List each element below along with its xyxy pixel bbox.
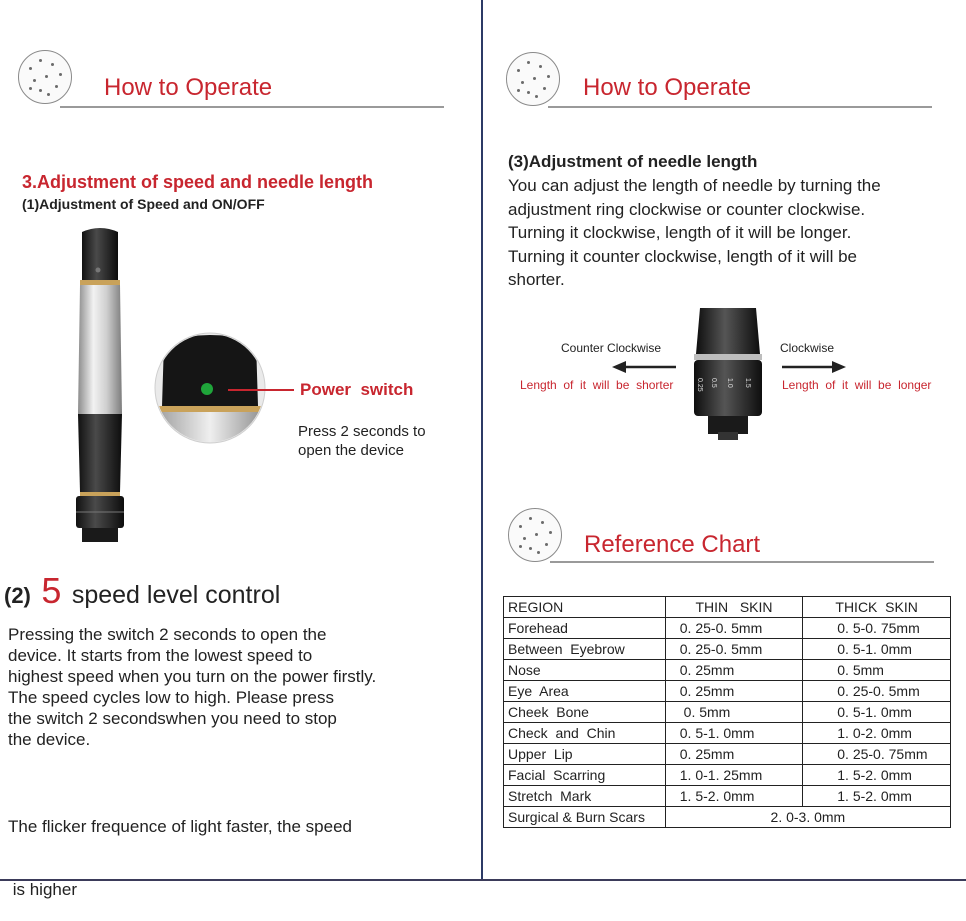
table-cell: Between Eyebrow xyxy=(504,639,666,660)
ring-mark: 0.25 xyxy=(696,378,703,392)
right-arrow-icon xyxy=(782,360,846,374)
table-cell: 1. 5-2. 0mm xyxy=(665,786,802,807)
power-switch-closeup xyxy=(154,332,266,444)
table-row xyxy=(504,744,951,765)
dotted-circle-icon xyxy=(18,50,72,104)
speed-number: 5 xyxy=(41,570,62,611)
table-row xyxy=(504,702,951,723)
dotted-circle-icon xyxy=(506,52,560,106)
table-cell: Check and Chin xyxy=(504,723,666,744)
table-row xyxy=(504,786,951,807)
table-cell: 0. 5-1. 0mm xyxy=(803,702,951,723)
speed-description: Pressing the switch 2 seconds to open the device. It starts from the lowest speed to highest speed when you turn on the power firstly. The speed cycles low to high. Please press the switch 2 secondswhen you need to stop the device. xyxy=(8,625,377,749)
table-cell: Surgical & Burn Scars xyxy=(504,807,666,828)
speed-title: speed level control xyxy=(71,581,281,609)
table-row xyxy=(504,660,951,681)
power-switch-label: Power switch xyxy=(300,380,414,399)
table-cell: 0. 5mm xyxy=(803,660,951,681)
chart-title: Reference Chart xyxy=(584,531,761,558)
table-cell: Eye Area xyxy=(504,681,666,702)
table-header-row xyxy=(504,597,951,618)
table-cell: Cheek Bone xyxy=(504,702,666,723)
cw-result: Length of it will be longer xyxy=(782,378,932,392)
table-row xyxy=(504,765,951,786)
ring-mark: 0.5 xyxy=(710,378,717,388)
subheading: (1)Adjustment of Speed and ON/OFF xyxy=(22,196,265,212)
table-cell: 0. 5mm xyxy=(665,702,802,723)
table-header: REGION xyxy=(504,597,666,618)
microneedle-pen-image xyxy=(68,224,132,546)
table-cell: 0. 5-1. 0mm xyxy=(665,723,802,744)
table-cell: 0. 25mm xyxy=(665,660,802,681)
table-header: THIN SKIN xyxy=(665,597,802,618)
table-cell: 2. 0-3. 0mm xyxy=(665,807,950,828)
page-title: How to Operate xyxy=(583,74,752,101)
table-cell: Facial Scarring xyxy=(504,765,666,786)
flicker-note: The flicker frequence of light faster, the speed is higher xyxy=(8,817,352,899)
table-cell: 1. 0-2. 0mm xyxy=(803,723,951,744)
table-row xyxy=(504,807,951,828)
table-cell: 1. 5-2. 0mm xyxy=(803,765,951,786)
table-row xyxy=(504,681,951,702)
table-row xyxy=(504,723,951,744)
table-cell: 0. 5-1. 0mm xyxy=(803,639,951,660)
table-cell: Upper Lip xyxy=(504,744,666,765)
section-heading: 3.Adjustment of speed and needle length xyxy=(22,172,374,192)
table-cell: 0. 25mm xyxy=(665,744,802,765)
speed-prefix: (2) xyxy=(4,583,31,608)
page-divider xyxy=(481,0,483,881)
table-cell: 0. 25-0. 5mm xyxy=(665,618,802,639)
cw-label: Clockwise xyxy=(780,341,835,355)
needle-description: You can adjust the length of needle by turning the adjustment ring clockwise or counter clockwise. Turning it clockwise, length of it will be longer. Turning it counter clockwise, length of it will be shorter. xyxy=(508,176,881,289)
ring-mark: 1.0 xyxy=(726,378,733,388)
table-row xyxy=(504,618,951,639)
table-cell: 0. 25-0. 75mm xyxy=(803,744,951,765)
needle-heading: (3)Adjustment of needle length xyxy=(508,152,758,171)
table-cell: 0. 25mm xyxy=(665,681,802,702)
table-cell: Nose xyxy=(504,660,666,681)
title-underline xyxy=(550,561,934,563)
table-header: THICK SKIN xyxy=(803,597,951,618)
table-cell: 0. 25-0. 5mm xyxy=(665,639,802,660)
table-cell: 0. 5-0. 75mm xyxy=(803,618,951,639)
title-underline xyxy=(60,106,444,108)
speed-heading xyxy=(4,570,280,612)
left-arrow-icon xyxy=(612,360,676,374)
table-cell: Stretch Mark xyxy=(504,786,666,807)
reference-table xyxy=(503,596,951,828)
table-cell: Forehead xyxy=(504,618,666,639)
dotted-circle-icon xyxy=(508,508,562,562)
adjustment-ring-image xyxy=(690,308,766,440)
ring-mark: 1.5 xyxy=(744,378,751,388)
table-cell: 1. 5-2. 0mm xyxy=(803,786,951,807)
title-underline xyxy=(548,106,932,108)
table-row xyxy=(504,639,951,660)
pointer-line xyxy=(228,389,294,391)
table-cell: 1. 0-1. 25mm xyxy=(665,765,802,786)
ccw-result: Length of it will be shorter xyxy=(520,378,674,392)
ccw-label: Counter Clockwise xyxy=(561,341,662,355)
page-title: How to Operate xyxy=(104,74,273,101)
table-cell: 0. 25-0. 5mm xyxy=(803,681,951,702)
power-switch-description: Press 2 seconds to open the device xyxy=(298,423,426,459)
